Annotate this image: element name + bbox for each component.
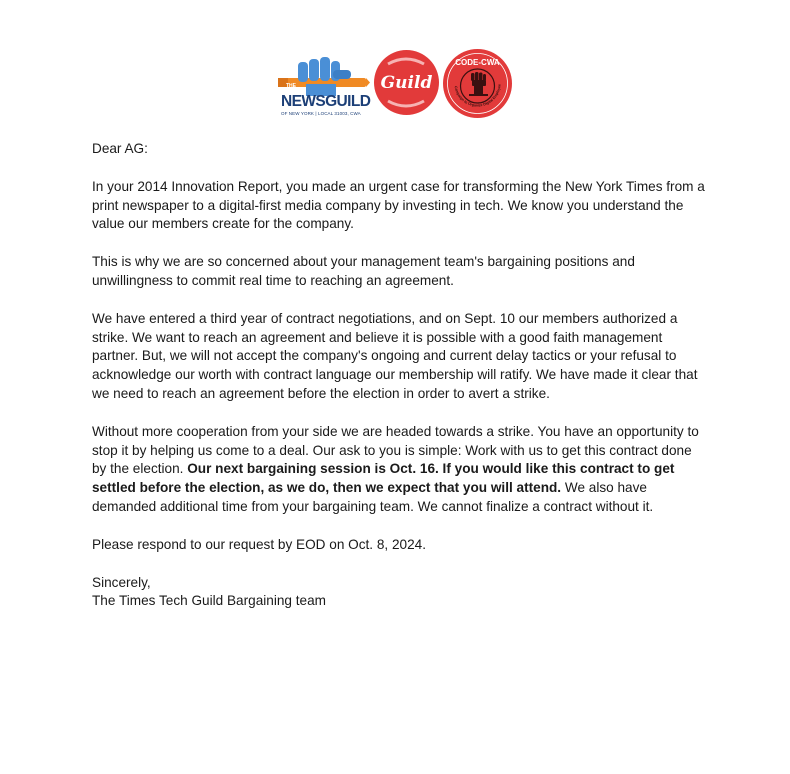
letter-body bbox=[92, 140, 708, 611]
newsguild-fist-icon bbox=[276, 54, 370, 96]
guild-logo bbox=[374, 50, 439, 115]
logo-strip bbox=[276, 48, 516, 120]
paragraph-strike-warning bbox=[92, 423, 708, 517]
code-cwa-title: CODE-CWA bbox=[455, 58, 500, 67]
strike-warning-bold: Our next bargaining session is Oct. 16. If you would like this contract to get settled before the election, as we do, then we expect that you will attend. bbox=[92, 461, 675, 496]
newsguild-logo bbox=[276, 54, 370, 116]
newsguild-the-label: THE bbox=[286, 83, 296, 89]
newsguild-wordmark: NEWSGUILD bbox=[281, 93, 371, 110]
guild-logo-label: Guild bbox=[380, 73, 433, 93]
code-cwa-ring-text: Campaign to Organize Digital Employee bbox=[453, 83, 502, 108]
salutation: Dear AG: bbox=[92, 141, 148, 156]
closing: Sincerely, bbox=[92, 574, 151, 590]
paragraph-innovation-report: In your 2014 Innovation Report, you made an urgent case for transforming the New York Times from a print newspaper to a digital-first media company by investing in tech. We know you understand the value our members create for the company. bbox=[92, 178, 705, 232]
code-cwa-logo bbox=[443, 49, 512, 118]
strike-warning-text-b: We also have demanded additional time from your bargaining team. We cannot finalize a contract without it. bbox=[92, 480, 654, 514]
paragraph-concern: This is why we are so concerned about your management team's bargaining positions and unwillingness to commit real time to reaching an agreement. bbox=[92, 254, 635, 288]
newsguild-local-label: OF NEW YORK | LOCAL 31003, CWA bbox=[281, 111, 361, 116]
strike-warning-text-a: Without more cooperation from your side we are headed towards a strike. You have an opportunity to stop it by helping us come to a deal. Our ask to you is simple: Work with us to get this contract done by the election. bbox=[92, 423, 699, 477]
paragraph-negotiations: We have entered a third year of contract negotiations, and on Sept. 10 our members authorized a strike. We want to reach an agreement and believe it is possible with a good faith management partner. But, we will not accept the company's ongoing and current delay tactics or your refusal to acknowledge our worth with contract language our membership will ratify. We have made it clear that we need to reach an agreement before the election in order to avert a strike. bbox=[92, 310, 698, 401]
paragraph-deadline: Please respond to our request by EOD on Oct. 8, 2024. bbox=[92, 536, 426, 552]
signature: The Times Tech Guild Bargaining team bbox=[92, 593, 326, 609]
